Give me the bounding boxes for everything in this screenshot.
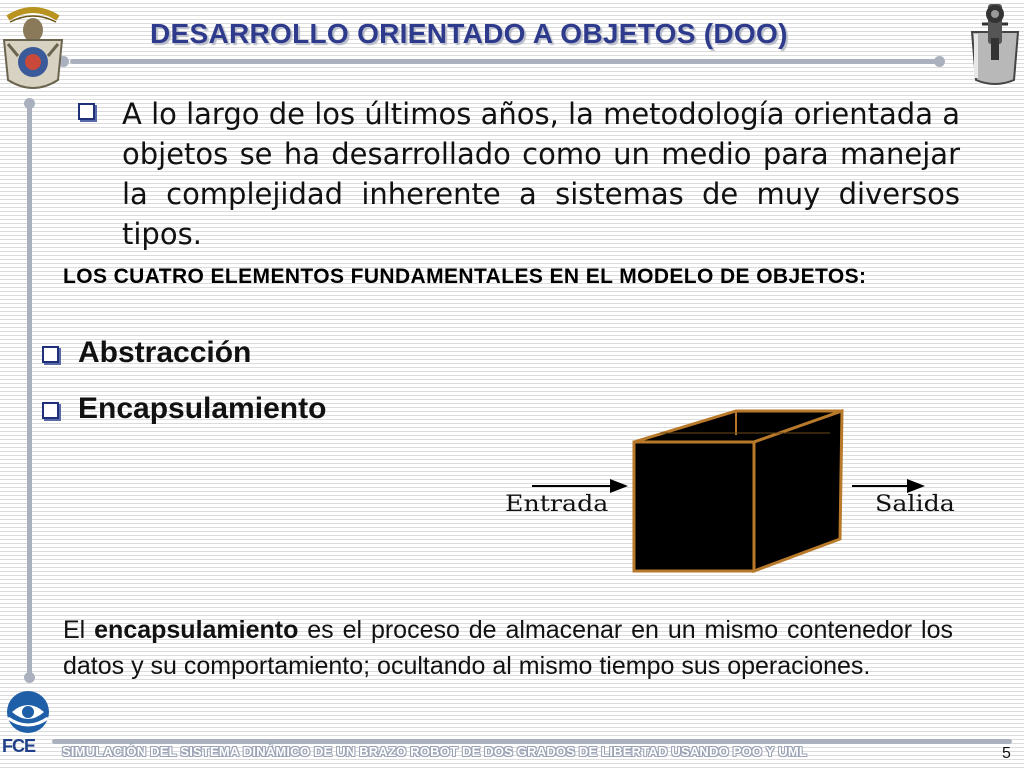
left-divider-cap-bottom <box>24 672 35 683</box>
paragraph-term: encapsulamiento <box>94 616 299 644</box>
paragraph-prefix: El <box>63 616 95 644</box>
slide-title: DESARROLLO ORIENTADO A OBJETOS (DOO) <box>150 18 788 49</box>
top-divider-cap-right <box>934 56 945 67</box>
encapsulation-paragraph <box>63 612 953 684</box>
left-divider <box>27 103 32 678</box>
bullet-checkbox-icon <box>78 103 95 120</box>
top-divider <box>70 59 940 64</box>
item-encapsulamiento: Encapsulamiento <box>78 392 327 425</box>
paragraph-rest: es el proceso de almacenar en un mismo contenedor los datos y su comportamiento; ocultando al mismo tiempo sus operaciones. <box>63 616 953 680</box>
robot-emblem-icon <box>966 0 1024 88</box>
item-abstraccion: Abstracción <box>78 336 252 369</box>
bullet-checkbox-icon <box>42 402 59 419</box>
section-subheading: LOS CUATRO ELEMENTOS FUNDAMENTALES EN EL MODELO DE OBJETOS: <box>63 265 867 288</box>
intro-text: A lo largo de los últimos años, la metodología orientada a objetos se ha desarrollado como un medio para manejar la complejidad inherente a sistemas de muy diversos tipos. <box>122 97 960 251</box>
footer-text: SIMULACIÓN DEL SISTEMA DINÁMICO DE UN BRAZO ROBOT DE DOS GRADOS DE LIBERTAD USANDO POO Y UML <box>62 744 807 759</box>
left-divider-cap-top <box>24 98 35 109</box>
page-number: 5 <box>1002 745 1011 762</box>
output-arrow-icon <box>852 479 925 493</box>
black-box-icon <box>634 411 842 571</box>
output-label: Salida <box>875 492 955 517</box>
input-arrow-icon <box>532 479 628 493</box>
bullet-checkbox-icon <box>42 346 59 363</box>
fce-logo-text: FCE <box>2 736 35 756</box>
input-label: Entrada <box>505 492 609 517</box>
university-seal-icon <box>0 0 66 98</box>
